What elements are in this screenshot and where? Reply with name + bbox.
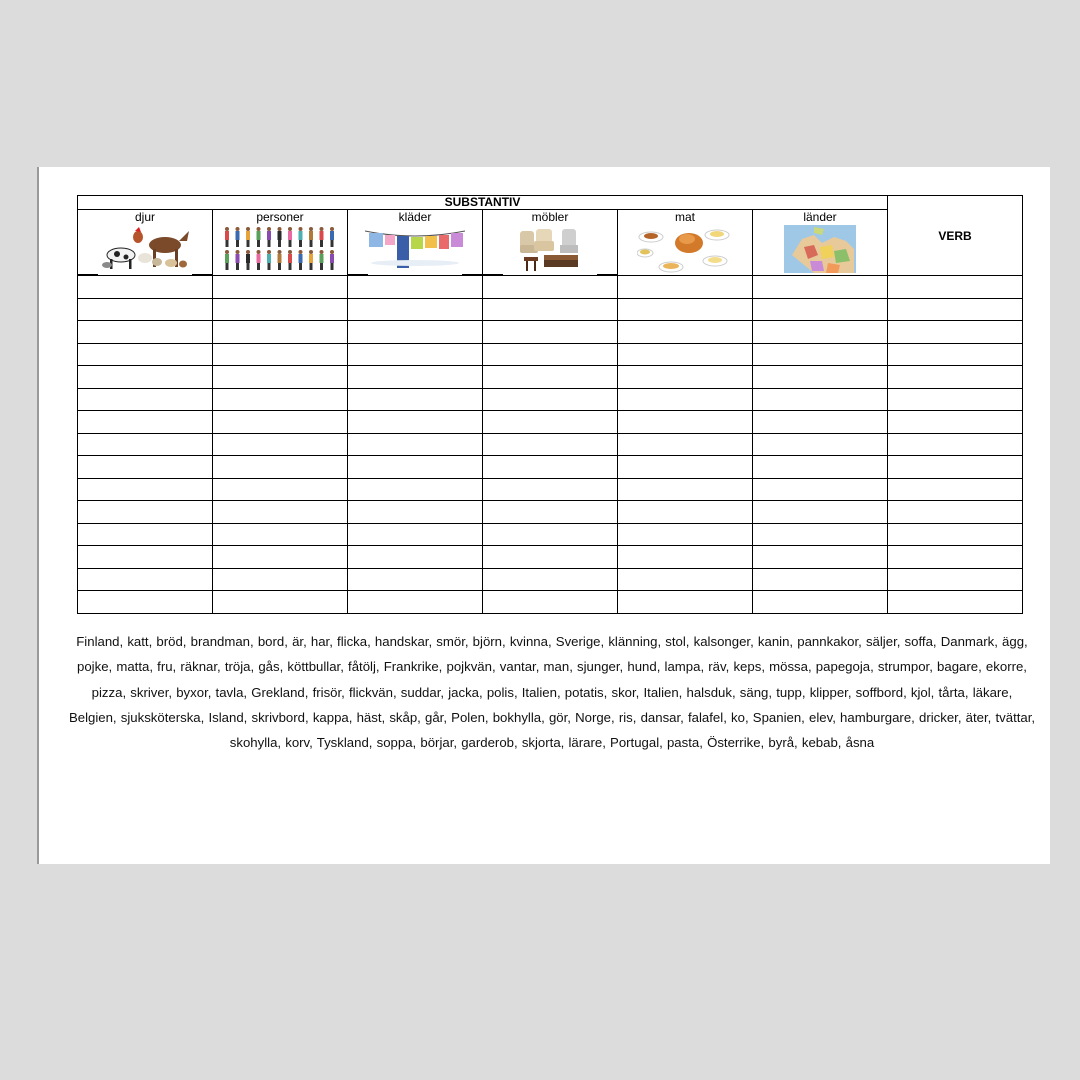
answer-cell[interactable]	[348, 388, 483, 411]
category-label: möbler	[531, 210, 569, 224]
answer-cell[interactable]	[78, 501, 213, 524]
answer-cell[interactable]	[348, 456, 483, 479]
answer-cell[interactable]	[753, 411, 888, 434]
verb-answer-cell[interactable]	[888, 343, 1023, 366]
category-label: mat	[674, 210, 695, 224]
verb-answer-cell[interactable]	[888, 411, 1023, 434]
answer-cell[interactable]	[618, 298, 753, 321]
answer-cell[interactable]	[213, 366, 348, 389]
answer-cell[interactable]	[483, 456, 618, 479]
answer-cell[interactable]	[213, 276, 348, 299]
answer-cell[interactable]	[213, 546, 348, 569]
answer-cell[interactable]	[78, 343, 213, 366]
verb-answer-cell[interactable]	[888, 501, 1023, 524]
answer-cell[interactable]	[753, 523, 888, 546]
answer-cell[interactable]	[618, 321, 753, 344]
answer-cell[interactable]	[753, 501, 888, 524]
food-dishes-icon	[637, 225, 733, 275]
category-mobler	[483, 210, 618, 276]
answer-row	[78, 411, 1023, 434]
answer-cell[interactable]	[78, 568, 213, 591]
answer-cell[interactable]	[753, 433, 888, 456]
answer-cell[interactable]	[348, 366, 483, 389]
answer-cell[interactable]	[348, 276, 483, 299]
answer-cell[interactable]	[753, 366, 888, 389]
answer-cell[interactable]	[483, 388, 618, 411]
worksheet-page	[37, 167, 1050, 864]
answer-cell[interactable]	[753, 321, 888, 344]
verb-answer-cell[interactable]	[888, 388, 1023, 411]
answer-cell[interactable]	[753, 591, 888, 614]
answer-cell[interactable]	[753, 343, 888, 366]
answer-cell[interactable]	[213, 433, 348, 456]
answer-cell[interactable]	[78, 321, 213, 344]
answer-cell[interactable]	[483, 411, 618, 434]
answer-cell[interactable]	[618, 501, 753, 524]
answer-cell[interactable]	[483, 546, 618, 569]
answer-cell[interactable]	[483, 523, 618, 546]
answer-cell[interactable]	[213, 411, 348, 434]
answer-row	[78, 321, 1023, 344]
answer-cell[interactable]	[348, 501, 483, 524]
answer-cell[interactable]	[483, 276, 618, 299]
answer-row	[78, 478, 1023, 501]
answer-cell[interactable]	[753, 568, 888, 591]
answer-cell[interactable]	[483, 591, 618, 614]
answer-cell[interactable]	[213, 501, 348, 524]
answer-cell[interactable]	[213, 298, 348, 321]
answer-cell[interactable]	[753, 546, 888, 569]
answer-cell[interactable]	[348, 298, 483, 321]
verb-answer-cell[interactable]	[888, 568, 1023, 591]
answer-row	[78, 501, 1023, 524]
answer-cell[interactable]	[618, 388, 753, 411]
answer-cell[interactable]	[78, 276, 213, 299]
answer-row	[78, 388, 1023, 411]
answer-cell[interactable]	[753, 456, 888, 479]
answer-cell[interactable]	[753, 388, 888, 411]
answer-cell[interactable]	[348, 321, 483, 344]
category-lander	[753, 210, 888, 276]
answer-row	[78, 366, 1023, 389]
europe-map-icon	[784, 225, 856, 273]
answer-cell[interactable]	[78, 456, 213, 479]
word-bank: Finland, katt, bröd, brandman, bord, är, har, flicka, handskar, smör, björn, kvinna, Sverige, klänning, stol, kalsonger, kanin, pannkakor, säljer, soffa, Danmark, ägg, pojke, matta, fru, räknar, tröja, gås, köttbullar, fåtölj, Frankrike, pojkvän, vantar, man, sjunger, hund, lampa, räv, keps, mössa, papegoja, strumpor, bagare, ekorre, pizza, skriver, byxor, tavla, Grekland, frisör, flickvän, suddar, jacka, polis, Italien, potatis, skor, Italien, halsduk, säng, tupp, klipper, soffbord, kjol, tårta, läkare, Belgien, sjuksköterska, Island, skrivbord, kappa, häst, skåp, går, Polen, bokhylla, gör, Norge, ris, dansar, falafel, ko, Spanien, elev, hamburgare, dricker, äter, tvättar, skohylla, korv, Tyskland, soppa, börjar, garderob, skjorta, lärare, Portugal, pasta, Österrike, byrå, kebab, åsna	[68, 634, 1036, 751]
answer-row	[78, 433, 1023, 456]
answer-row	[78, 546, 1023, 569]
verb-answer-cell[interactable]	[888, 433, 1023, 456]
answer-cell[interactable]	[213, 478, 348, 501]
answer-cell[interactable]	[78, 433, 213, 456]
answer-cell[interactable]	[213, 523, 348, 546]
answer-cell[interactable]	[348, 478, 483, 501]
answer-cell[interactable]	[78, 523, 213, 546]
category-label: länder	[803, 210, 837, 224]
answer-row	[78, 591, 1023, 614]
verb-answer-cell[interactable]	[888, 366, 1023, 389]
answer-cell[interactable]	[618, 276, 753, 299]
answer-cell[interactable]	[213, 321, 348, 344]
verb-answer-cell[interactable]	[888, 546, 1023, 569]
answer-cell[interactable]	[618, 456, 753, 479]
answer-row	[78, 523, 1023, 546]
answer-cell[interactable]	[483, 501, 618, 524]
answer-cell[interactable]	[618, 433, 753, 456]
answer-cell[interactable]	[348, 523, 483, 546]
category-label: djur	[134, 210, 155, 224]
answer-cell[interactable]	[213, 388, 348, 411]
answer-cell[interactable]	[483, 321, 618, 344]
category-label: kläder	[398, 210, 432, 224]
category-klader	[348, 210, 483, 276]
answer-row	[78, 343, 1023, 366]
answer-cell[interactable]	[618, 523, 753, 546]
answer-cell[interactable]	[483, 366, 618, 389]
verb-answer-cell[interactable]	[888, 591, 1023, 614]
answer-cell[interactable]	[348, 546, 483, 569]
answer-cell[interactable]	[618, 568, 753, 591]
answer-cell[interactable]	[483, 478, 618, 501]
verb-answer-cell[interactable]	[888, 276, 1023, 299]
people-icon	[221, 225, 339, 271]
answer-cell[interactable]	[78, 298, 213, 321]
answer-cell[interactable]	[483, 433, 618, 456]
answer-cell[interactable]	[348, 591, 483, 614]
answer-cell[interactable]	[483, 298, 618, 321]
answer-row	[78, 456, 1023, 479]
answer-cell[interactable]	[618, 343, 753, 366]
answer-cell[interactable]	[753, 478, 888, 501]
verb-answer-cell[interactable]	[888, 478, 1023, 501]
verb-answer-cell[interactable]	[888, 523, 1023, 546]
answer-cell[interactable]	[618, 411, 753, 434]
worksheet-table	[77, 195, 1023, 614]
verb-answer-cell[interactable]	[888, 298, 1023, 321]
answer-cell[interactable]	[78, 388, 213, 411]
answer-cell[interactable]	[78, 591, 213, 614]
answer-cell[interactable]	[78, 411, 213, 434]
answer-cell[interactable]	[618, 366, 753, 389]
answer-cell[interactable]	[213, 456, 348, 479]
substantiv-header: SUBSTANTIV	[78, 196, 888, 210]
answer-cell[interactable]	[213, 591, 348, 614]
answer-cell[interactable]	[78, 478, 213, 501]
clothesline-icon	[363, 225, 467, 271]
answer-row	[78, 276, 1023, 299]
farm-animals-icon	[99, 225, 191, 271]
answer-cell[interactable]	[348, 343, 483, 366]
answer-cell[interactable]	[78, 366, 213, 389]
answer-cell[interactable]	[618, 478, 753, 501]
category-label: personer	[256, 210, 304, 224]
answer-cell[interactable]	[483, 343, 618, 366]
answer-row	[78, 298, 1023, 321]
verb-answer-cell[interactable]	[888, 456, 1023, 479]
answer-cell[interactable]	[78, 546, 213, 569]
furniture-icon	[518, 225, 582, 273]
answer-cell[interactable]	[348, 433, 483, 456]
answer-cell[interactable]	[618, 591, 753, 614]
category-djur	[78, 210, 213, 276]
verb-answer-cell[interactable]	[888, 321, 1023, 344]
answer-cell[interactable]	[348, 411, 483, 434]
category-mat	[618, 210, 753, 276]
answer-cell[interactable]	[618, 546, 753, 569]
verb-header: VERB	[888, 196, 1023, 276]
answer-cell[interactable]	[753, 298, 888, 321]
category-personer	[213, 210, 348, 276]
answer-cell[interactable]	[213, 568, 348, 591]
answer-cell[interactable]	[213, 343, 348, 366]
answer-cell[interactable]	[483, 568, 618, 591]
answer-row	[78, 568, 1023, 591]
answer-cell[interactable]	[348, 568, 483, 591]
answer-cell[interactable]	[753, 276, 888, 299]
